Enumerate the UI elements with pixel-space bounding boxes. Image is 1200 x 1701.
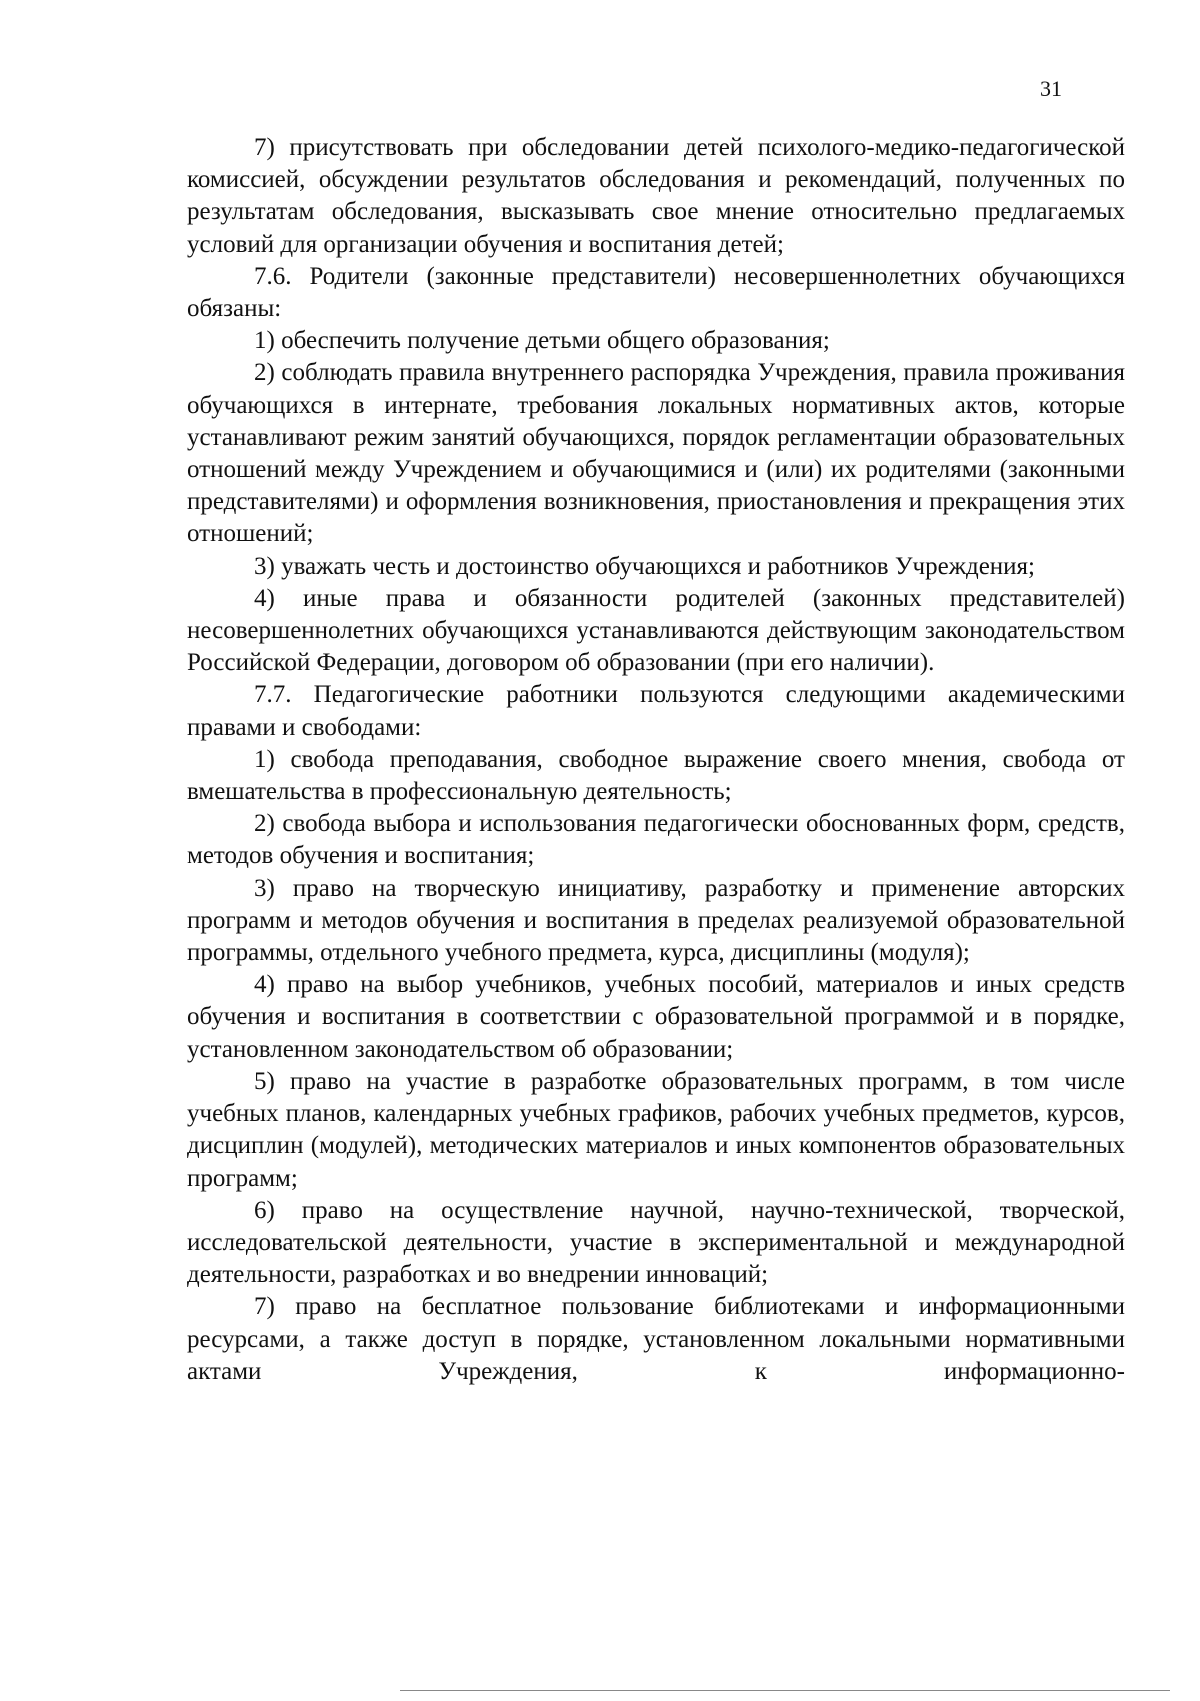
paragraph-3-creative-initiative: 3) право на творческую инициативу, разработку и применение авторских программ и методов обучения и воспитания в пределах реализуемой образовательной программы, отдельного учебного предмета, курса, дисциплины (модуля); <box>187 874 1125 967</box>
paragraph-5-program-development: 5) право на участие в разработке образовательных программ, в том числе учебных планов, календарных учебных графиков, рабочих учебных предметов, курсов, дисциплин (модулей), методических материалов и иных компонентов образовательных программ; <box>187 1067 1125 1192</box>
bottom-divider <box>400 1690 1170 1691</box>
paragraph-3-respect-dignity: 3) уважать честь и достоинство обучающихся и работников Учреждения; <box>254 552 1035 580</box>
paragraph-7-7-teachers-rights: 7.7. Педагогические работники пользуются следующими академическими правами и свободами: <box>187 681 1125 741</box>
paragraph-4-choice-textbooks: 4) право на выбор учебников, учебных пособий, материалов и иных средств обучения и воспитания в соответствии с образовательной программой и в порядке, установленном законодательством об образовании; <box>187 971 1125 1063</box>
paragraph-2-observe-rules: 2) соблюдать правила внутреннего распорядка Учреждения, правила проживания обучающихся в интернате, требования локальных нормативных актов, которые устанавливают режим занятий обучающихся, порядок регламентации образовательных отношений между Учреждением и обучающимися и (или) их родителями (законными представителями) и оформления возникновения, приостановления и прекращения этих отношений; <box>187 359 1125 548</box>
paragraph-6-scientific-activity: 6) право на осуществление научной, научно-технической, творческой, исследовательской деятельности, участие в экспериментальной и международной деятельности, разработках и во внедрении инноваций; <box>187 1196 1125 1289</box>
paragraph-1-freedom-teaching: 1) свобода преподавания, свободное выражение своего мнения, свобода от вмешательства в профессиональную деятельность; <box>187 745 1125 806</box>
paragraph-1-ensure-education: 1) обеспечить получение детьми общего образования; <box>254 327 830 355</box>
paragraph-2-freedom-choice: 2) свобода выбора и использования педагогически обоснованных форм, средств, методов обучения и воспитания; <box>187 810 1125 870</box>
page-number: 31 <box>1040 76 1062 101</box>
document-body <box>187 132 1125 1388</box>
paragraph-7-free-library-use: 7) право на бесплатное пользование библиотеками и информационными ресурсами, а также доступ в порядке, установленном локальными нормативными актами Учреждения, к информационно- <box>187 1293 1125 1385</box>
paragraph-4-other-rights: 4) иные права и обязанности родителей (законных представителей) несовершеннолетних обучающихся устанавливаются действующим законодательством Российской Федерации, договором об образовании (при его наличии). <box>187 584 1125 677</box>
paragraph-7-6-parents-obliged: 7.6. Родители (законные представители) несовершеннолетних обучающихся обязаны: <box>187 262 1125 323</box>
paragraph-7-participate-examination: 7) присутствовать при обследовании детей психолого-медико-педагогической комиссией, обсуждении результатов обследования и рекомендаций, полученных по результатам обследования, высказывать свое мнение относительно предлагаемых условий для организации обучения и воспитания детей; <box>187 134 1125 258</box>
